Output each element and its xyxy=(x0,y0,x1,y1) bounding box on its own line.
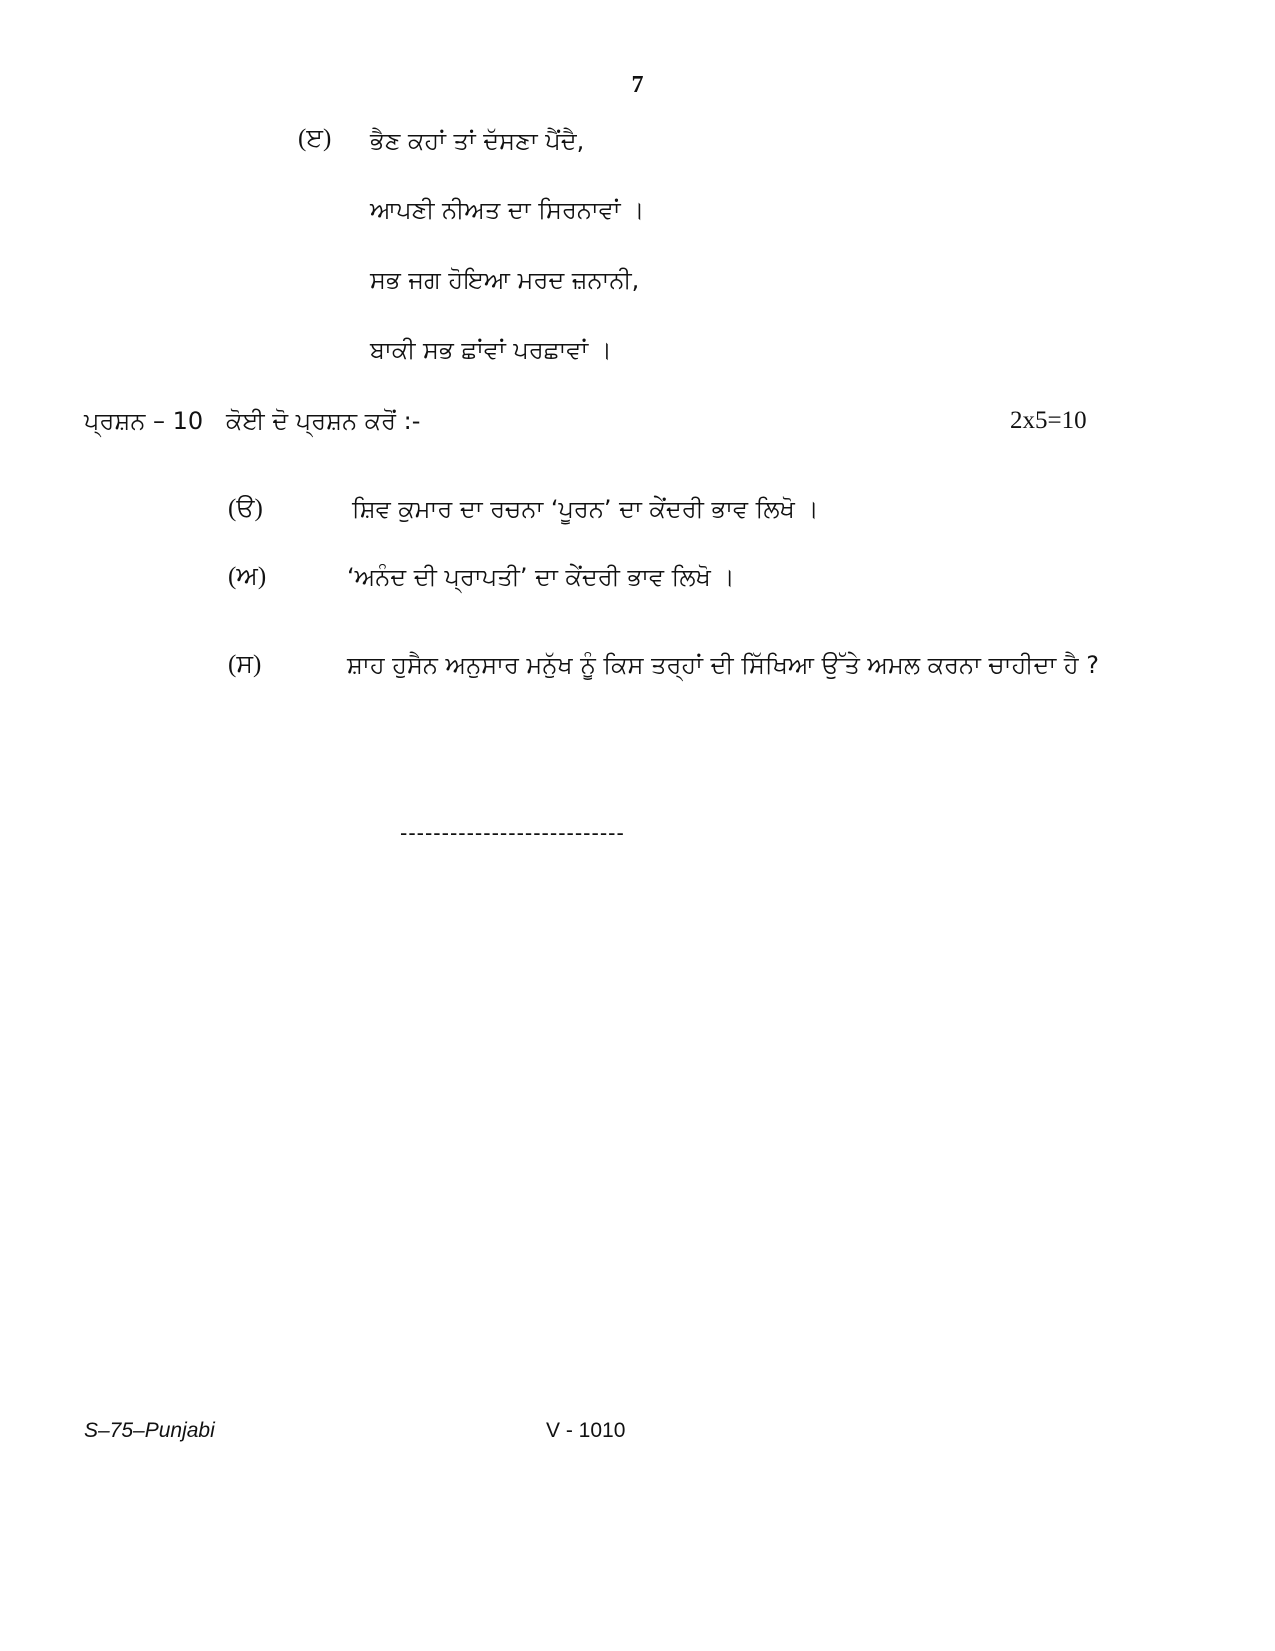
part-b-label: (ਅ) xyxy=(228,563,267,590)
poem-line-4: ਬਾਕੀ ਸਭ ਛਾਂਵਾਂ ਪਰਛਾਵਾਂ । xyxy=(370,336,612,364)
part-b-text: ‘ਅਨੰਦ ਦੀ ਪ੍ਰਾਪਤੀ’ ਦਾ ਕੇਂਦਰੀ ਭਾਵ ਲਿਖੋ । xyxy=(347,563,735,591)
poem-line-2: ਆਪਣੀ ਨੀਅਤ ਦਾ ਸਿਰਨਾਵਾਂ । xyxy=(370,196,645,224)
page-number: 7 xyxy=(631,72,644,98)
part-c-text: ਸ਼ਾਹ ਹੁਸੈਨ ਅਨੁਸਾਰ ਮਨੁੱਖ ਨੂੰ ਕਿਸ ਤਰ੍ਹਾਂ ਦੀ ਸਿੱਖਿਆ ਉੱਤੇ ਅਮਲ ਕਰਨਾ ਚਾਹੀਦਾ ਹੈ ? xyxy=(347,651,1099,679)
poem-line-1: ਭੈਣ ਕਹਾਂ ਤਾਂ ਦੱਸਣਾ ਪੈਂਦੈ, xyxy=(370,127,585,155)
poem-label: (ੲ) xyxy=(298,125,332,152)
question-number: ਪ੍ਰਸ਼ਨ – 10 xyxy=(84,407,204,435)
part-c-label: (ਸ) xyxy=(228,651,262,678)
question-instruction: ਕੋਈ ਦੋ ਪ੍ਰਸ਼ਨ ਕਰੋਂ :- xyxy=(226,407,421,435)
footer-paper-code: S–75–Punjabi xyxy=(84,1419,215,1442)
part-a-label: (ੳ) xyxy=(228,495,263,522)
question-marks: 2x5=10 xyxy=(1010,407,1087,434)
footer-version: V - 1010 xyxy=(546,1419,626,1442)
part-a-text: ਸ਼ਿਵ ਕੁਮਾਰ ਦਾ ਰਚਨਾ ‘ਪੂਰਨ’ ਦਾ ਕੇਂਦਰੀ ਭਾਵ ਲਿਖੋ । xyxy=(352,495,819,523)
end-separator: --------------------------- xyxy=(400,820,625,845)
poem-line-3: ਸਭ ਜਗ ਹੋਇਆ ਮਰਦ ਜ਼ਨਾਨੀ, xyxy=(370,266,640,294)
